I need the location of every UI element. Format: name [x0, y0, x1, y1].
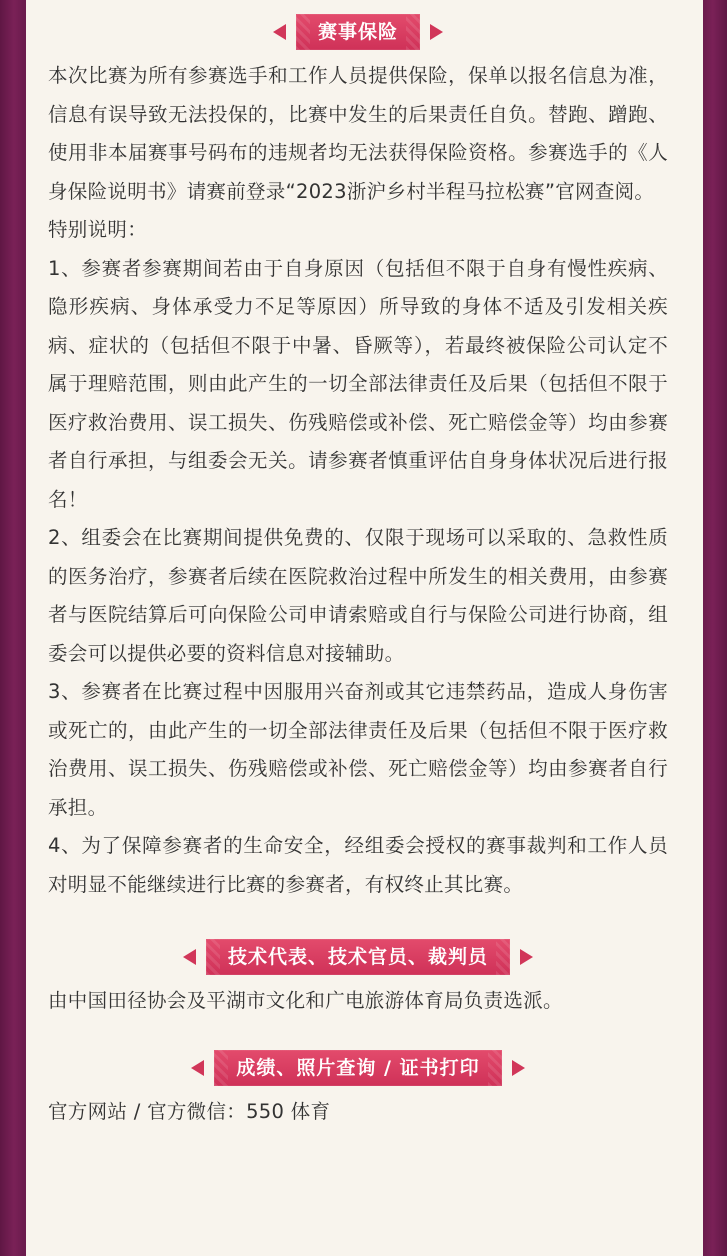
left-triangle-icon [183, 949, 196, 965]
insurance-item-3: 3、参赛者在比赛过程中因服用兴奋剂或其它违禁药品，造成人身伤害或死亡的，由此产生的一切全部法律责任及后果（包括但不限于医疗救治费用、误工损失、伤残赔偿或补偿、死亡赔偿金等）均由参赛者自行承担。 [48, 680, 668, 819]
insurance-intro: 本次比赛为所有参赛选手和工作人员提供保险，保单以报名信息为准，信息有误导致无法投保的，比赛中发生的后果责任自负。替跑、蹭跑、使用非本届赛事号码布的违规者均无法获得保险资格。参赛选手的《人身保险说明书》请赛前登录“2023浙沪乡村半程马拉松赛”官网查阅。 [48, 64, 668, 203]
results-body: 官方网站 / 官方微信：550 体育 [48, 1099, 331, 1123]
left-triangle-icon [273, 24, 286, 40]
section-heading-insurance: 赛事保险 [296, 14, 420, 50]
insurance-item-1: 1、参赛者参赛期间若由于自身原因（包括但不限于自身有慢性疾病、隐形疾病、身体承受力不足等原因）所导致的身体不适及引发相关疾病、症状的（包括但不限于中暑、昏厥等），若最终被保险公司认定不属于理赔范围，则由此产生的一切全部法律责任及后果（包括但不限于医疗救治费用、误工损失、伤残赔偿或补偿、死亡赔偿金等）均由参赛者自行承担，与组委会无关。请参赛者慎重评估自身身体状况后进行报名！ [48, 256, 668, 511]
left-triangle-icon [191, 1060, 204, 1076]
section-heading-results-wrap [48, 1043, 668, 1093]
section-heading-results: 成绩、照片查询 / 证书打印 [214, 1050, 501, 1086]
right-triangle-icon [520, 949, 533, 965]
insurance-item-4: 4、为了保障参赛者的生命安全，经组委会授权的赛事裁判和工作人员对明显不能继续进行比赛的参赛者，有权终止其比赛。 [48, 834, 668, 896]
right-triangle-icon [512, 1060, 525, 1076]
section-heading-officials-wrap [48, 932, 668, 982]
article-content [48, 0, 668, 1131]
right-triangle-icon [430, 24, 443, 40]
section-heading-insurance-wrap [48, 7, 668, 57]
officials-body: 由中国田径协会及平湖市文化和广电旅游体育局负责选派。 [48, 989, 563, 1012]
special-notes-label: 特别说明： [48, 218, 148, 241]
section-heading-officials: 技术代表、技术官员、裁判员 [206, 939, 510, 975]
insurance-item-2: 2、组委会在比赛期间提供免费的、仅限于现场可以采取的、急救性质的医务治疗，参赛者后续在医院救治过程中所发生的相关费用，由参赛者与医院结算后可向保险公司申请索赔或自行与保险公司进行协商，组委会可以提供必要的资料信息对接辅助。 [48, 526, 668, 665]
